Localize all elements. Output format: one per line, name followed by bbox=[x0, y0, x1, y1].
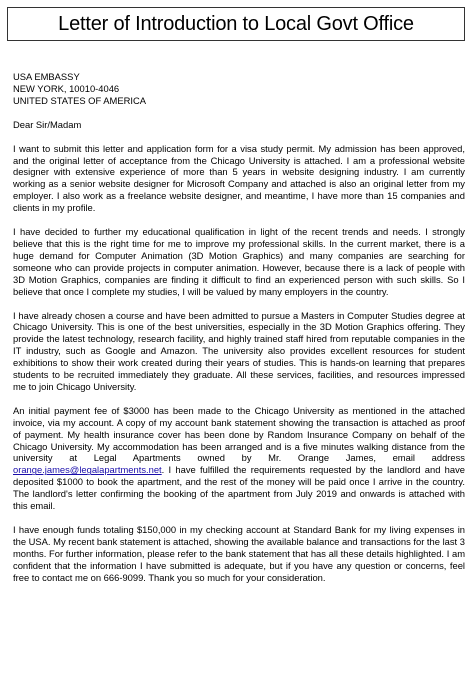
paragraph-4 bbox=[13, 405, 465, 512]
paragraph-2: I have decided to further my educational qualification in light of the recent trends and needs. I strongly believe that this is the right time for me to improve my professional skills. In the current market, there is a huge demand for Computer Animation (3D Motion Graphics) and many companies are searching for someone who can provide projects in computer animation. However, because there is a lack of people with 3D Motion Graphics, companies are finding it difficult to find an experienced person with such skills. So I believe that once I complete my studies, I will be valued by many employers in the country. bbox=[13, 226, 465, 297]
letter-title: Letter of Introduction to Local Govt Office bbox=[58, 12, 414, 35]
letter-body bbox=[13, 71, 465, 584]
paragraph-3: I have already chosen a course and have been admitted to pursue a Masters in Computer Studies degree at Chicago University. This is one of the best universities, especially in the 3D Motion Graphics offering. They provide the latest technology, research facility, and highly trained staff hired from reputable companies in the IT industry, such as Google and Amazon. The university also provides excellent resources for student exhibitions to show their work created during their years of studies. This is hands-on learning that prepares students to be recruited immediately they graduate. All these services, facilities, and resources impressed me to join Chicago University. bbox=[13, 309, 465, 392]
paragraph-4-text-end: . I have fulfilled the requirements requested by the landlord and have deposited $1000 to book the apartment, and the rest of the money will be paid once I arrive in the country. The landlord's letter confirming the booking of the apartment from July 2019 and onwards is attached with this email. bbox=[13, 464, 465, 512]
recipient-address bbox=[13, 71, 465, 107]
salutation: Dear Sir/Madam bbox=[13, 118, 82, 130]
address-line-3: UNITED STATES OF AMERICA bbox=[13, 94, 146, 106]
email-link[interactable]: orange.james@legalapartments.net bbox=[13, 464, 162, 476]
paragraph-5: I have enough funds totaling $150,000 in my checking account at Standard Bank for my living expenses in the USA. My recent bank statement is attached, showing the available balance and transactions for the last 3 months. For further information, please refer to the bank statement that has all these details highlighted. I am confident that the information I have submitted is adequate, but if you have any question or concerns, feel free to contact me on 666-9099. Thank you so much for your consideration. bbox=[13, 524, 465, 583]
paragraph-4-text-start: An initial payment fee of $3000 has been made to the Chicago University as mentioned in the attached invoice, via my account. A copy of my account bank statement showing the transaction is attached as proof of payment. My health insurance cover has been done by Random Insurance Company on behalf of the Chicago University. My accommodation has been arranged and is a five minutes walking distance from the university at Legal Apartments owned by Mr. Orange James, email address bbox=[13, 404, 465, 464]
paragraph-1: I want to submit this letter and application form for a visa study permit. My admission has been approved, and the original letter of acceptance from the Chicago University is attached. I am a professional website designer with extensive experience of more than 5 years in website designing industry. I am currently working as a senior website designer for Microsoft Company and attached is also an original letter from my employer. I also work as a freelance website designer, and meantime, I have more than 15 companies and clients in my profile. bbox=[13, 142, 465, 214]
address-line-2: NEW YORK, 10010-4046 bbox=[13, 82, 120, 94]
address-line-1: USA EMBASSY bbox=[13, 71, 80, 82]
title-box bbox=[7, 7, 465, 41]
